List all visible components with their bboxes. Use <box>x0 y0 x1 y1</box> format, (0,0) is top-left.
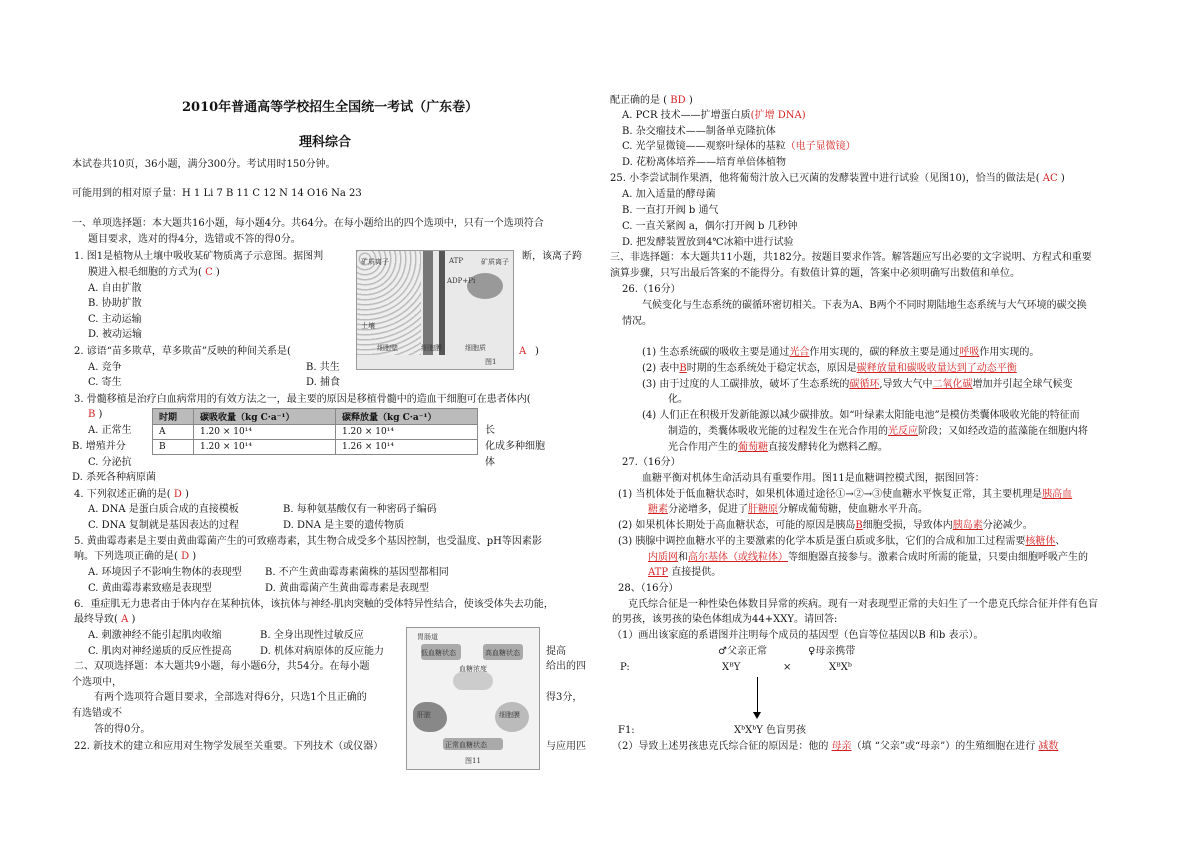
q26-answer-1: 光合 <box>789 347 810 358</box>
q4-option-a: A. DNA 是蛋白质合成的直接模板 <box>88 504 239 515</box>
q26-heading: 26.（16分） <box>622 284 681 295</box>
q2-answer: A <box>519 346 527 357</box>
q25-stem: 25. 小李尝试制作果酒，他将葡萄汁放入已灭菌的发酵装置中进行试验（见图10)，恰当的做法是( AC ) <box>610 173 1065 184</box>
section2-heading-5: 答的得0分。 <box>94 724 151 735</box>
q26-part1: (1) 生态系统碳的吸收主要是通过光合作用实现的，碳的释放主要是通过呼吸作用实现的。 <box>642 347 1040 358</box>
pedigree-f1-genotype: XᵇXᵇY 色盲男孩 <box>734 725 807 736</box>
q5-stem: 5. 黄曲霉毒素是主要由黄曲霉菌产生的可致癌毒素，其生物合成受多个基因控制，也受温度、pH等因素影 <box>74 536 542 547</box>
q6-answer: A <box>121 614 129 625</box>
pedigree-cross-symbol: × <box>783 662 792 673</box>
q3-stem: 3. 骨髓移植是治疗白血病常用的有效方法之一，最主要的原因是移植骨髓中的造血干细胞可在患者体内( <box>74 394 531 405</box>
section1-heading-2: 题目要求，选对的得4分，选错或不答的得0分。 <box>88 234 301 245</box>
q27-answer-3: B <box>855 520 863 531</box>
q27-answer-2: 肝糖原 <box>748 504 778 515</box>
section2-heading-4: 有选错或不 <box>72 708 122 719</box>
q22-option-c: C. 光学显微镜——观察叶绿体的基粒（电子显微镜） <box>622 141 856 152</box>
q26-stem: 气候变化与生态系统的碳循环密切相关。下表为A、B两个不同时期陆地生态系统与大气环境的碳交换 <box>642 300 1087 311</box>
q3-option-b: B. 增殖并分 <box>72 441 126 452</box>
q27-answer-1b: 糖素 <box>648 504 668 515</box>
pedigree-father-genotype: XᴮY <box>722 662 741 673</box>
q27-answer-4: 胰岛素 <box>952 520 983 531</box>
q3-option-a: A. 正常生 <box>88 425 132 436</box>
q3-answer: B <box>88 409 96 420</box>
q25-option-c: C. 一直关紧阀 a，偶尔打开阀 b 几秒钟 <box>622 221 798 232</box>
q27-answer-8: ATP <box>648 567 669 578</box>
q28-stem: 克氏综合征是一种性染色体数目异常的疾病。现有一对表现型正常的夫妇生了一个患克氏综合征并伴有色盲 <box>628 599 1098 610</box>
pedigree-f1-label: F1: <box>618 725 635 736</box>
q3-option-b-tail: 化成多种细胞 <box>485 441 545 452</box>
q3-option-d: D. 杀死各种病原菌 <box>72 472 157 483</box>
pedigree-p-label: P: <box>620 662 630 673</box>
q6-stem-2: 最终导致( A ) <box>74 614 136 625</box>
q27-part3-cont2: ATP 直接提供。 <box>648 567 722 578</box>
section3-heading: 三、非选择题：本大题共11小题，共182分。按题目要求作答。解答题应写出必要的文字说明、方程式和重要 <box>610 252 1092 263</box>
q1-option-d: D. 被动运输 <box>88 329 143 340</box>
table-cell: A <box>153 425 194 440</box>
q28-answer-2: 减数 <box>1038 741 1059 752</box>
q6-stem: 6．重症肌无力患者由于体内存在某种抗体，该抗体与神经-肌肉突触的受体特异性结合，使该受体失去功能， <box>74 599 554 610</box>
q1-stem-2: 膜进入根毛细胞的方式为( C ) <box>88 267 220 278</box>
table-row <box>153 440 478 455</box>
q3-option-c-tail: 体 <box>485 457 495 468</box>
q5-option-d: D. 黄曲霉菌产生黄曲霉毒素是表现型 <box>265 583 430 594</box>
q26-answer-5: 碳循环 <box>849 379 880 390</box>
q26-part2: (2) 表中B时期的生态系统处于稳定状态，原因是碳释放量和碳吸收量达到了动态平衡 <box>642 363 1017 374</box>
q25-option-b: B. 一直打开阀 b 通气 <box>622 205 719 216</box>
section2-heading: 二、双项选择题：本大题共9小题，每小题6分，共54分。在每小题 <box>74 661 370 672</box>
q27-answer-5: 核糖体 <box>1025 536 1056 547</box>
q27-part3: (3) 胰腺中调控血糖水平的主要激素的化学本质是蛋白质或多肽，它们的合成和加工过程需要核糖体、 <box>618 536 1066 547</box>
q5-stem-2: 响。下列选项正确的是( D ) <box>74 551 197 562</box>
q26-stem-2: 情况。 <box>622 316 652 327</box>
section3-heading-2: 演算步骤，只写出最后答案的不能得分。有数值计算的题，答案中必须明确写出数值和单位。 <box>610 268 1020 279</box>
q5-option-a: A. 环境因子不影响生物体的表现型 <box>88 567 242 578</box>
figure-1-ion-uptake: 矿质离子 土壤 细胞壁 细胞膜 ATP ADP+Pi 矿质离子 细胞质 图1 <box>356 250 514 370</box>
q26-part3-cont: 化。 <box>668 394 688 405</box>
q2-option-b: B. 共生 <box>306 362 340 373</box>
q1-answer: C <box>205 267 213 278</box>
q28-part1: （1）画出该家庭的系谱图并注明每个成员的基因型（色盲等位基因以B 和b 表示）。 <box>612 630 984 641</box>
section2-heading-right: 给出的四 <box>546 661 586 672</box>
q27-part1: (1) 当机体处于低血糖状态时，如果机体通过途径①→②→③使血糖水平恢复正常，其主要机理是胰高血 <box>618 489 1073 500</box>
q26-answer-3: B <box>679 363 687 374</box>
pedigree-mother-genotype: XᴮXᵇ <box>829 662 852 673</box>
table-row <box>153 425 478 440</box>
q25-option-a: A. 加入适量的酵母菌 <box>622 189 716 200</box>
q25-answer: AC <box>1042 173 1058 184</box>
q3-option-c: C. 分泌抗 <box>88 457 132 468</box>
q2-option-a: A. 竞争 <box>88 362 122 373</box>
q28-heading: 28、（16分） <box>618 583 679 594</box>
table-header: 碳吸收量（kg C·a⁻¹） <box>193 409 335 425</box>
q1-option-b: B. 协助扩散 <box>88 298 142 309</box>
q27-heading: 27.（16分） <box>622 457 681 468</box>
q27-answer-6: 内质网 <box>648 552 678 563</box>
q4-option-c: C. DNA 复制就是基因表达的过程 <box>88 520 239 531</box>
q2-option-d: D. 捕食 <box>306 377 341 388</box>
q28-stem-2: 的男孩，该男孩的染色体组成为44+XXY。请回答: <box>612 614 838 625</box>
q26-part4-cont2: 光合作用产生的葡萄糖直接发酵转化为燃料乙醇。 <box>668 442 888 453</box>
table-cell: 1.26 × 10¹⁴ <box>335 440 477 455</box>
q22-option-c-correction: （电子显微镜） <box>785 141 856 152</box>
figure-1-caption: 图1 <box>485 358 497 366</box>
q1-stem-right: 断，该离子跨 <box>522 251 582 262</box>
q4-stem: 4. 下列叙述正确的是( D ) <box>74 489 189 500</box>
q22-option-a: A. PCR 技术——扩增蛋白质(扩增 DNA) <box>622 110 806 121</box>
q6-option-d-tail: 提高 <box>546 646 566 657</box>
q26-answer-2: 呼吸 <box>959 347 980 358</box>
q22-answer: BD <box>670 95 686 106</box>
q22-continued: 配正确的是 ( BD ) <box>610 95 693 106</box>
pedigree-arrow-head <box>753 712 761 719</box>
q26-part4: (4) 人们正在积极开发新能源以减少碳排放。如“叶绿素太阳能电池”是模仿类囊体吸收光能的特征而 <box>642 410 1080 421</box>
figure-11-caption: 图11 <box>465 757 481 765</box>
q6-option-d: D. 机体对病原体的反应能力 <box>260 646 385 657</box>
pedigree-mother-label: ♀母亲携带 <box>808 646 856 657</box>
table-cell: 1.20 × 10¹⁴ <box>193 440 335 455</box>
q28-answer-1: 母亲 <box>831 741 852 752</box>
q5-option-b: B. 不产生黄曲霉毒素菌株的基因型都相同 <box>265 567 449 578</box>
q4-option-b: B. 每种氨基酸仅有一种密码子编码 <box>283 504 437 515</box>
exam-page: 2010年普通高等学校招生全国统一考试（广东卷） 理科综合 本试卷共10页，36小题，满分300分。考试用时150分钟。 可能用到的相对原子量：H 1 Li 7 B 11 C 12 N 14 O16 Na 23 一、单项选择题：本大题共16小题，每小题4分。共64分。在每小题给出的四个选项中，只有一个选项符合 题目要求，选对的得4分，选错或不答的得0分。 1. 图1是植物从土壤中吸收某矿物质离子示意图。据图判 断，该离子跨 膜进入根毛细胞的方式为( C ) A. 自由扩散 B. 协助扩散 C. 主动运输 D. 被动运输 矿质离子 土壤 细胞壁 细胞膜 ATP ADP+Pi 矿质离子 细胞质 图1 2. 谚语“苗多欺草，草多欺苗”反映的种间关系是( A ) A. 竞争 B. 共生 C. 寄生 D. 捕食 3. 骨髓移植是治疗白血病常用的有效方法之一，最主要的原因是移植骨髓中的造血干细胞可在患者体内( B ) A. 正常生 B. 增殖并分 C. 分泌抗 D. 杀死各种病原菌 长 化成多种细胞 体 时期 碳吸收量（kg C·a⁻¹） 碳释放量（kg C·a⁻¹） A 1.20 × 10¹⁴ 1.20 × 10¹⁴ B 1.20 × 10¹⁴ 1.26 × 10¹⁴ 4. 下列叙述正确的是( D ) A. DNA 是蛋白质合成的直接模板 B. 每种氨基酸仅有一种密码子编码 C. DNA 复制就是基因表达的过程 D. DNA 是主要的遗传物质 5. 黄曲霉毒素是主要由黄曲霉菌产生的可致癌毒素，其生物合成受多个基因控制，也受温度、pH等因素影 响。下列选项正确的是( D ) A. 环境因子不影响生物体的表现型 B. 不产生黄曲霉毒素菌株的基因型都相同 C. 黄曲霉毒素致癌是表现型 D. 黄曲霉菌产生黄曲霉毒素是表现型 6．重症肌无力患者由于体内存在某种抗体，该抗体与神经-肌肉突触的受体特异性结合，使该受体失去功能， 最终导致( A ) A. 刺激神经不能引起肌肉收缩 B. 全身出现性过敏反应 C. 肌肉对神经递质的反应性提高 D. 机体对病原体的反应能力 提高 二、双项选择题：本大题共9小题，每小题6分，共54分。在每小题 给出的四 个选项中， 有两个选项符合题目要求，全部选对得6分，只选1个且正确的 得3分， 有选错或不 答的得0分。 22. 新技术的建立和应用对生物学发展至关重要。下列技术（或仪器） 与应用匹 胃肠道 血糖浓度 低血糖状态 高血糖状态 肝脏 细胞膜 正常血糖状态 图11 配正确的是 ( BD ) A. PCR 技术——扩增蛋白质(扩增 DNA) B. 杂交瘤技术——制备单克隆抗体 C. 光学显微镜——观察叶绿体的基粒（电子显微镜） D. 花粉离体培养——培育单倍体植物 25. 小李尝试制作果酒，他将葡萄汁放入已灭菌的发酵装置中进行试验（见图10)，恰当的做法是( AC ) A. 加入适量的酵母菌 B. 一直打开阀 b 通气 C. 一直关紧阀 a，偶尔打开阀 b 几秒钟 D. 把发酵装置放到4℃冰箱中进行试验 三、非选择题：本大题共11小题，共182分。按题目要求作答。解答题应写出必要的文字说明、方程式和重要 演算步骤，只写出最后答案的不能得分。有数值计算的题，答案中必须明确写出数值和单位。 26.（16分） 气候变化与生态系统的碳循环密切相关。下表为A、B两个不同时期陆地生态系统与大气环境的碳交换 情况。 (1) 生态系统碳的吸收主要是通过光合作用实现的，碳的释放主要是通过呼吸作用实现的。 (2) 表中B时期的生态系统处于稳定状态，原因是碳释放量和碳吸收量达到了动态平衡 (3) 由于过度的人工碳排放，破坏了生态系统的碳循环,导致大气中二氧化碳增加并引起全球气候变 化。 (4) 人们正在积极开发新能源以减少碳排放。如“叶绿素太阳能电池”是模仿类囊体吸收光能的特征而 制造的，类囊体吸收光能的过程发生在光合作用的光反应阶段；又如经改造的蓝藻能在细胞内将 光合作用产生的葡萄糖直接发酵转化为燃料乙醇。 27.（16分） 血糖平衡对机体生命活动具有重要作用。图11是血糖调控模式图，据图回答： (1) 当机体处于低血糖状态时，如果机体通过途径①→②→③使血糖水平恢复正常，其主要机理是胰高血 糖素分泌增多，促进了肝糖原分解成葡萄糖，使血糖水平升高。 (2) 如果机体长期处于高血糖状态，可能的原因是胰岛B细胞受损，导致体内胰岛素分泌减少。 (3) 胰腺中调控血糖水平的主要激素的化学本质是蛋白质或多肽，它们的合成和加工过程需要核糖体、 内质网和高尔基体（或线粒体）等细胞器直接参与。激素合成时所需的能量，只要由细胞呼吸产生的 ATP 直接提供。 28、（16分） 克氏综合征是一种性染色体数目异常的疾病。现有一对表现型正常的夫妇生了一个患克氏综合征并伴有色盲 的男孩，该男孩的染色体组成为44+XXY。请回答: （1）画出该家庭的系谱图并注明每个成员的基因型（色盲等位基因以B 和b 表示）。 ♂父亲正常 ♀母亲携带 P: XᴮY × XᴮXᵇ F1: XᵇXᵇY 色盲男孩 （2）导致上述男孩患克氏综合征的原因是：他的 母亲（填 “父亲”或“母亲”）的生殖细胞在进行 减数 <box>0 0 1200 849</box>
q27-part3-cont: 内质网和高尔基体（或线粒体）等细胞器直接参与。激素合成时所需的能量，只要由细胞呼吸产生的 <box>648 552 1088 563</box>
table-header: 时期 <box>153 409 194 425</box>
q26-part3: (3) 由于过度的人工碳排放，破坏了生态系统的碳循环,导致大气中二氧化碳增加并引起全球气候变 <box>642 379 1073 390</box>
q6-option-c: C. 肌肉对神经递质的反应性提高 <box>88 646 232 657</box>
q27-part2: (2) 如果机体长期处于高血糖状态，可能的原因是胰岛B细胞受损，导致体内胰岛素分泌减少。 <box>618 520 1033 531</box>
q2-stem: 2. 谚语“苗多欺草，草多欺苗”反映的种间关系是( <box>74 346 291 357</box>
q28-part2: （2）导致上述男孩患克氏综合征的原因是：他的 母亲（填 “父亲”或“母亲”）的生殖细胞在进行 减数 <box>612 741 1059 752</box>
q4-answer: D <box>173 489 182 500</box>
q4-option-d: D. DNA 是主要的遗传物质 <box>283 520 405 531</box>
section1-heading: 一、单项选择题：本大题共16小题，每小题4分。共64分。在每小题给出的四个选项中，只有一个选项符合 <box>72 218 544 229</box>
section2-heading-3: 有两个选项符合题目要求，全部选对得6分，只选1个且正确的 <box>94 692 367 703</box>
q3-option-a-tail: 长 <box>485 425 495 436</box>
q5-option-c: C. 黄曲霉毒素致癌是表现型 <box>88 583 212 594</box>
q27-stem: 血糖平衡对机体生命活动具有重要作用。图11是血糖调控模式图，据图回答： <box>642 473 985 484</box>
exam-title: 2010年普通高等学校招生全国统一考试（广东卷） <box>182 100 479 115</box>
q2-option-c: C. 寄生 <box>88 377 122 388</box>
q26-answer-4: 碳释放量和碳吸收量达到了动态平衡 <box>856 363 1017 374</box>
atomic-mass-line: 可能用到的相对原子量：H 1 Li 7 B 11 C 12 N 14 O16 Na 23 <box>72 188 362 199</box>
q22-stem: 22. 新技术的建立和应用对生物学发展至关重要。下列技术（或仪器） <box>74 741 384 752</box>
q26-answer-6: 二氧化碳 <box>932 379 973 390</box>
section2-heading-2: 个选项中， <box>72 677 122 688</box>
table-cell: B <box>153 440 194 455</box>
figure-11-blood-glucose: 胃肠道 血糖浓度 低血糖状态 高血糖状态 肝脏 细胞膜 正常血糖状态 图11 <box>406 627 540 770</box>
q25-option-d: D. 把发酵装置放到4℃冰箱中进行试验 <box>622 237 794 248</box>
q27-answer-1: 胰高血 <box>1042 489 1073 500</box>
table-header-row <box>153 409 478 425</box>
pedigree-arrow-line <box>757 677 758 714</box>
q22-stem-right: 与应用匹 <box>546 741 586 752</box>
q26-answer-7: 光反应 <box>888 426 918 437</box>
q26-answer-8: 葡萄糖 <box>738 442 768 453</box>
table-cell: 1.20 × 10¹⁴ <box>335 425 477 440</box>
carbon-exchange-table <box>152 408 478 455</box>
q26-part4-cont: 制造的，类囊体吸收光能的过程发生在光合作用的光反应阶段；又如经改造的蓝藻能在细胞内将 <box>668 426 1088 437</box>
q1-stem: 1. 图1是植物从土壤中吸收某矿物质离子示意图。据图判 <box>74 251 324 262</box>
section2-heading-3-right: 得3分， <box>546 692 583 703</box>
table-cell: 1.20 × 10¹⁴ <box>193 425 335 440</box>
pedigree-father-label: ♂父亲正常 <box>718 646 767 657</box>
q1-option-a: A. 自由扩散 <box>88 283 142 294</box>
q27-answer-7: 高尔基体（或线粒体） <box>688 552 788 563</box>
q22-option-a-correction: (扩增 DNA) <box>750 110 806 121</box>
table-header: 碳释放量（kg C·a⁻¹） <box>335 409 477 425</box>
q22-option-d: D. 花粉离体培养——培育单倍体植物 <box>622 157 787 168</box>
q22-option-b: B. 杂交瘤技术——制备单克隆抗体 <box>622 126 776 137</box>
exam-subtitle: 理科综合 <box>299 135 352 150</box>
q6-option-b: B. 全身出现性过敏反应 <box>260 630 364 641</box>
intro-line: 本试卷共10页，36小题，满分300分。考试用时150分钟。 <box>72 159 336 170</box>
q27-part1-cont: 糖素分泌增多，促进了肝糖原分解成葡萄糖，使血糖水平升高。 <box>648 504 928 515</box>
q6-option-a: A. 刺激神经不能引起肌肉收缩 <box>88 630 222 641</box>
q1-option-c: C. 主动运输 <box>88 314 142 325</box>
q5-answer: D <box>181 551 190 562</box>
